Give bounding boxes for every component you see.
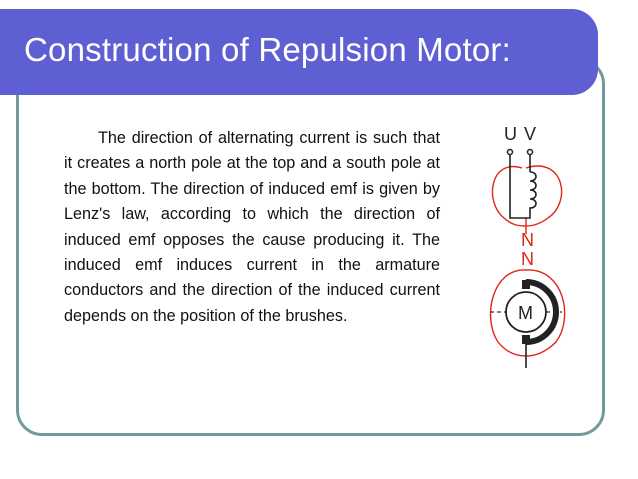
terminal-v-label: V	[524, 124, 537, 144]
stator-winding	[510, 154, 530, 218]
armature-pole-label: N	[521, 249, 534, 269]
bottom-brush	[522, 335, 530, 344]
terminal-v	[528, 150, 533, 155]
top-brush	[522, 280, 530, 289]
stator-pole-label: N	[521, 230, 534, 250]
terminal-u	[508, 150, 513, 155]
repulsion-motor-diagram	[486, 122, 606, 374]
title-bar	[0, 9, 598, 95]
armature-label: M	[518, 303, 533, 323]
body-paragraph: The direction of alternating current is such that it creates a north pole at the top and a south pole at the bottom. The direction of induced emf is given by Lenz's law, according to which the direction of induced emf opposes the cause producing it. The induced emf induces current in the armature conductors and the direction of the induced current depends on the position of the brushes.	[64, 129, 440, 325]
slide-title: Construction of Repulsion Motor:	[24, 31, 511, 68]
terminal-u-label: U	[504, 124, 517, 144]
coil-icon	[526, 172, 536, 218]
stator-flux-line-right	[526, 166, 562, 226]
